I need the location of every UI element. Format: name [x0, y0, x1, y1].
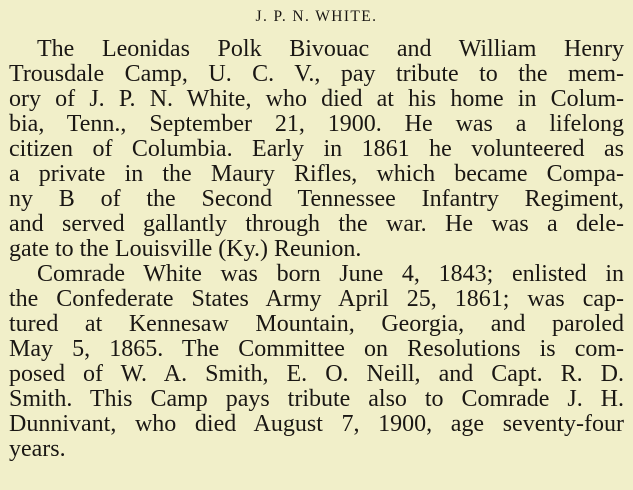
- paragraph-1-line: ny B of the Second Tennessee Infantry Regiment,: [9, 186, 624, 212]
- paragraph-2-line: Dunnivant, who died August 7, 1900, age seventy-four: [9, 411, 624, 437]
- article-title: J. P. N. WHITE.: [255, 8, 378, 25]
- paragraph-2-line: Smith. This Camp pays tribute also to Comrade J. H.: [9, 386, 624, 412]
- paragraph-2-line: posed of W. A. Smith, E. O. Neill, and Capt. R. D.: [9, 361, 624, 387]
- paragraph-1-line: citizen of Columbia. Early in 1861 he volunteered as: [9, 136, 624, 162]
- paragraph-1-line: The Leonidas Polk Bivouac and William Henry: [37, 36, 624, 62]
- paragraph-1-line: a private in the Maury Rifles, which became Compa-: [9, 161, 624, 187]
- paragraph-2-line: years.: [9, 436, 66, 462]
- paragraph-2-line: the Confederate States Army April 25, 1861; was cap-: [9, 286, 624, 312]
- paragraph-1-line: bia, Tenn., September 21, 1900. He was a lifelong: [9, 111, 624, 137]
- paragraph-1-line: Trousdale Camp, U. C. V., pay tribute to the mem-: [9, 61, 624, 87]
- paragraph-2-line: tured at Kennesaw Mountain, Georgia, and paroled: [9, 311, 624, 337]
- paragraph-2-line: May 5, 1865. The Committee on Resolutions is com-: [9, 336, 624, 362]
- paragraph-1-line: gate to the Louisville (Ky.) Reunion.: [9, 236, 362, 262]
- paragraph-1-line: ory of J. P. N. White, who died at his home in Colum-: [9, 86, 624, 112]
- paragraph-1-line: and served gallantly through the war. He was a dele-: [9, 211, 624, 237]
- paragraph-2-line: Comrade White was born June 4, 1843; enlisted in: [37, 261, 624, 287]
